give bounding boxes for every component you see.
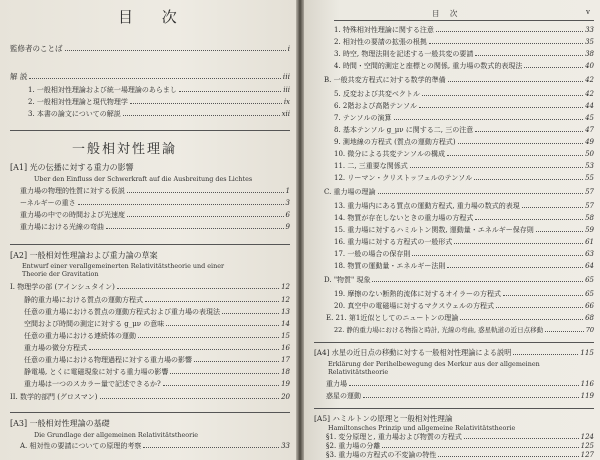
book-gutter (296, 0, 304, 460)
entry-page: 49 (585, 138, 594, 146)
dot-leader (378, 193, 584, 194)
dot-leader (436, 31, 583, 32)
toc-entry (20, 187, 290, 196)
entry-page: 42 (585, 76, 594, 84)
dot-leader (194, 361, 279, 362)
entry-page: 124 (580, 433, 594, 441)
divider (10, 244, 290, 245)
dot-leader (138, 337, 279, 338)
dot-leader (475, 55, 583, 56)
dot-leader (143, 447, 279, 448)
entry-page: 16 (281, 344, 290, 352)
entry-page: 66 (585, 302, 594, 310)
toc-entry-part (10, 393, 290, 402)
entry-page: 57 (585, 188, 594, 196)
toc-entry (20, 211, 290, 220)
entry-label: 惑星の運動 (326, 392, 361, 400)
dot-leader (130, 103, 282, 104)
toc-entry (24, 296, 290, 305)
page-number: v (586, 8, 590, 16)
entry-page: 35 (585, 38, 594, 46)
entry-label: C. 重力場の理論 (324, 188, 376, 196)
entry-page: 127 (580, 451, 594, 459)
entry-page: 47 (585, 126, 594, 134)
entry-label: 8. 基本テンソル g_μν に関する二, 三の注意 (334, 126, 474, 134)
entry-page: 65 (585, 290, 594, 298)
entry-page: 45 (585, 114, 594, 122)
german-title: Entwurf einer verallgemeinerten Relativitätstheorie und einer (22, 262, 225, 270)
entry-page: 33 (585, 26, 594, 34)
dot-leader (438, 456, 578, 457)
dot-leader (394, 119, 584, 120)
dot-leader (65, 50, 286, 51)
entry-page: 20 (281, 393, 290, 401)
dot-leader (448, 81, 583, 82)
entry-page: 70 (585, 326, 594, 334)
entry-page: 13 (281, 308, 290, 316)
entry-page: 64 (585, 262, 594, 270)
entry-label: D. "物質" 現象 (324, 276, 371, 284)
german-title: Relativitätstheorie (328, 368, 389, 376)
entry-page: 18 (281, 368, 290, 376)
dot-leader (447, 155, 583, 156)
entry-page: 55 (585, 174, 594, 182)
toc-entry (334, 50, 594, 59)
entry-page: 40 (585, 62, 594, 70)
entry-label: §2. 重力場の分離 (326, 442, 381, 450)
entry-page: 33 (281, 442, 290, 450)
entry-label: E. 21. 第1近似としてのニュートンの理論 (326, 314, 459, 322)
entry-label: 3. 時空, 物理法則を記述する一般共変の要請 (334, 50, 474, 58)
toc-entry (326, 314, 594, 323)
dot-leader (179, 91, 281, 92)
toc-entry (24, 320, 290, 329)
right-page (304, 0, 600, 460)
dot-leader (100, 398, 280, 399)
dot-leader (447, 267, 583, 268)
entry-label: A. 相対性の要請についての原理的考察 (20, 442, 142, 450)
entry-page: 1 (285, 187, 290, 195)
toc-entry (334, 302, 594, 311)
toc-section-b (324, 76, 594, 85)
dot-leader (412, 255, 583, 256)
dot-leader (475, 219, 583, 220)
entry-page: iii (283, 86, 290, 94)
entry-label: 3. 本書の論文についての解説 (28, 110, 121, 118)
entry-page: 15 (281, 332, 290, 340)
toc-entry (326, 451, 594, 460)
section-heading-a4 (314, 348, 594, 357)
entry-page: 53 (585, 162, 594, 170)
entry-label: 9. 測地線の方程式 (質点の運動方程式) (334, 138, 456, 146)
entry-label: 1. 一般相対性理論および統一場理論のあらまし (28, 86, 177, 94)
dot-leader (117, 288, 279, 289)
entry-label: 19. 摩擦のない断熱的流体に対するオイラーの方程式 (334, 290, 502, 298)
entry-page: 61 (585, 238, 594, 246)
entry-label: 任意の重力場における連続体の運動 (24, 332, 136, 340)
entry-label: 重力場の物理的性質に対する仮説 (20, 187, 125, 195)
toc-entry (326, 380, 594, 389)
entry-label: 20. 真空中の電磁場に対するマクスウェルの方程式 (334, 302, 495, 310)
toc-entry-part (10, 283, 290, 292)
toc-entry (24, 308, 290, 317)
entry-label: 5. 反変および共変ベクトル (334, 90, 420, 98)
running-head: 目 次 (432, 9, 462, 18)
toc-entry (20, 199, 290, 208)
entry-label: 14. 物質が存在しないときの重力場の方程式 (334, 214, 474, 222)
toc-entry (334, 90, 594, 99)
dot-leader (410, 167, 583, 168)
entry-page: 3 (285, 199, 290, 207)
section-heading-a3: [A3] 一般相対性理論の基礎 (10, 419, 110, 428)
german-title: Theorie der Gravitation (22, 270, 99, 278)
entry-page: 17 (281, 356, 290, 364)
toc-entry (334, 202, 594, 211)
dot-leader (522, 207, 583, 208)
dot-leader (524, 67, 583, 68)
dot-leader (545, 331, 584, 332)
section-heading-a2: [A2] 一般相対性理論および重力論の草案 (10, 251, 158, 260)
toc-entry (334, 262, 594, 271)
entry-page: 50 (585, 150, 594, 158)
dot-leader (422, 95, 583, 96)
entry-page: 9 (285, 223, 290, 231)
german-title: Hamiltonsches Prinzip und allgemeine Relativitätstheorie (328, 424, 516, 432)
entry-page: ix (283, 98, 290, 106)
entry-label: 18. 物質の運動量・エネルギー法則 (334, 262, 446, 270)
toc-title: 目 次 (118, 8, 189, 26)
entry-page: 57 (585, 202, 594, 210)
entry-label: 解 説 (10, 72, 28, 81)
divider (10, 130, 290, 131)
toc-entry (334, 326, 594, 335)
toc-section-d (324, 276, 594, 285)
entry-label: 13. 重力場内にある質点の運動方程式, 重力場の数式的表現 (334, 202, 520, 210)
dot-leader (222, 313, 279, 314)
dot-leader (382, 447, 578, 448)
toc-entry (24, 380, 290, 389)
entry-label: 22. 静的重力場における物指と時計, 光線の弯曲, 惑星軌道の近日点移動 (334, 326, 544, 334)
entry-label: 1. 特殊相対性理論に関する注意 (334, 26, 434, 34)
dot-leader (475, 131, 583, 132)
entry-label: 11. 二, 三重要な関係式 (334, 162, 408, 170)
toc-entry (334, 138, 594, 147)
toc-section-c (324, 188, 594, 197)
dot-leader (460, 319, 583, 320)
toc-entry (334, 126, 594, 135)
toc-entry (334, 38, 594, 47)
divider (314, 342, 594, 343)
entry-label: 重力場の微分方程式 (24, 344, 87, 352)
toc-entry (334, 174, 594, 183)
toc-entry (20, 442, 290, 451)
toc-entry (28, 86, 290, 95)
toc-entry (24, 332, 290, 341)
toc-entry-commentary (10, 72, 290, 81)
divider (314, 408, 594, 409)
entry-label: 16. 重力場に対する方程式の一般形式 (334, 238, 453, 246)
dot-leader (29, 78, 280, 79)
entry-label: 17. 一般の場合の保存則 (334, 250, 411, 258)
entry-label: 重力場は一つのスカラー量で記述できるか? (24, 380, 161, 388)
entry-label: 7. テンソルの演算 (334, 114, 392, 122)
dot-leader (145, 301, 279, 302)
toc-entry (24, 368, 290, 377)
entry-page: 119 (580, 392, 594, 400)
entry-label: 12. リーマン・クリストッフェルのテンソル (334, 174, 473, 182)
entry-page: 42 (585, 90, 594, 98)
dot-leader (474, 179, 583, 180)
entry-label: 任意の重力場における質点の運動方程式および重力場の表現法 (24, 308, 220, 316)
toc-entry (28, 98, 290, 107)
entry-page: 68 (585, 314, 594, 322)
entry-page: 12 (281, 283, 290, 291)
entry-label: 静的重力場における質点の運動方程式 (24, 296, 143, 304)
toc-entry (326, 392, 594, 401)
toc-entry (326, 433, 594, 442)
dot-leader (363, 397, 579, 398)
dot-leader (163, 385, 279, 386)
entry-label: [A4] 水星の近日点の移動に対する一般相対性理論による説明 (314, 348, 512, 357)
entry-page: 38 (585, 50, 594, 58)
entry-label: 15. 重力場に対するハミルトン関数, 運動量・エネルギー保存則 (334, 226, 534, 234)
entry-page: 59 (585, 226, 594, 234)
dot-leader (454, 243, 583, 244)
dot-leader (106, 228, 284, 229)
entry-label: 静電場, とくに電磁現象に対する重力場の影響 (24, 368, 169, 376)
entry-label: §3. 重力場の方程式の不変論の特性 (326, 451, 437, 459)
entry-label: II. 数学的部門 (グロスマン) (10, 393, 98, 401)
entry-label: I. 物理学の部 (アインシュタイン) (10, 283, 115, 291)
entry-page: 12 (281, 296, 290, 304)
entry-page: xii (281, 110, 290, 118)
entry-page: 115 (580, 348, 594, 357)
entry-label: 10. 微分による共変テンソルの構成 (334, 150, 446, 158)
toc-entry (334, 290, 594, 299)
toc-entry (334, 226, 594, 235)
toc-entry (24, 344, 290, 353)
entry-label: 重力場の中での時間および光速度 (20, 211, 125, 219)
toc-entry (334, 214, 594, 223)
toc-entry (334, 250, 594, 259)
dot-leader (429, 43, 583, 44)
entry-page: 125 (580, 442, 594, 450)
dot-leader (496, 307, 583, 308)
dot-leader (372, 281, 583, 282)
german-title: Erklärung der Perihelbewegung des Merkur aus der allgemeinen (328, 360, 540, 368)
part-title: 一般相対性理論 (72, 142, 178, 157)
entry-page: 19 (281, 380, 290, 388)
entry-label: 重力場における光線の弯曲 (20, 223, 104, 231)
entry-page: i (287, 44, 290, 53)
dot-leader (536, 231, 583, 232)
left-page (0, 0, 296, 460)
toc-entry (334, 162, 594, 171)
entry-label: 6. 2階および高階テンソル (334, 102, 418, 110)
entry-label: §1. 変分原理と, 重力場および物質の方程式 (326, 433, 462, 441)
dot-leader (170, 373, 279, 374)
toc-entry-preface (10, 44, 290, 53)
entry-label: 空間および時間の測定に対する g_μν の意味 (24, 320, 165, 328)
dot-leader (127, 216, 284, 217)
section-heading-a1: [A1] 光の伝播に対する重力の影響 (10, 163, 134, 172)
entry-page: 116 (580, 380, 594, 388)
entry-label: ーネルギーの重さ (20, 199, 76, 207)
header-rule (334, 20, 594, 21)
dot-leader (349, 385, 579, 386)
entry-page: 6 (285, 211, 290, 219)
german-title: Die Grundlage der allgemeinen Relativitätstheorie (34, 431, 199, 439)
toc-entry (334, 62, 594, 71)
toc-entry (334, 102, 594, 111)
entry-label: 4. 時間・空間的測定と座標との関係, 重力場の数式的表現法 (334, 62, 523, 70)
toc-entry (334, 238, 594, 247)
entry-label: 2. 相対性の要請の拡張の根拠 (334, 38, 427, 46)
dot-leader (513, 354, 578, 355)
entry-page: 44 (585, 102, 594, 110)
entry-page: 58 (585, 214, 594, 222)
entry-page: 14 (281, 320, 290, 328)
entry-label: 監修者のことば (10, 44, 63, 53)
german-title: Uber den Einfluss der Schwerkraft auf die Ausbreitung des Lichtes (34, 175, 253, 183)
dot-leader (78, 204, 284, 205)
entry-page: iii (282, 72, 290, 81)
dot-leader (458, 143, 583, 144)
dot-leader (464, 438, 579, 439)
dot-leader (503, 295, 583, 296)
dot-leader (123, 115, 280, 116)
section-heading-a5: [A5] ハミルトンの原理と一般相対性理論 (314, 414, 453, 423)
dot-leader (127, 192, 284, 193)
dot-leader (89, 349, 279, 350)
entry-page: 65 (585, 276, 594, 284)
toc-entry (334, 26, 594, 35)
divider (10, 412, 290, 413)
toc-entry (20, 223, 290, 232)
toc-entry (334, 150, 594, 159)
dot-leader (419, 107, 583, 108)
entry-label: 2. 一般相対性理論と現代物理学 (28, 98, 128, 106)
entry-label: B. 一般共変方程式に対する数学的準備 (324, 76, 446, 84)
toc-entry (326, 442, 594, 451)
entry-label: 任意の重力場における物理過程に対する重力場の影響 (24, 356, 192, 364)
entry-label: 重力場 (326, 380, 347, 388)
toc-entry (24, 356, 290, 365)
toc-entry (28, 110, 290, 119)
entry-page: 63 (585, 250, 594, 258)
dot-leader (166, 325, 279, 326)
toc-entry (334, 114, 594, 123)
